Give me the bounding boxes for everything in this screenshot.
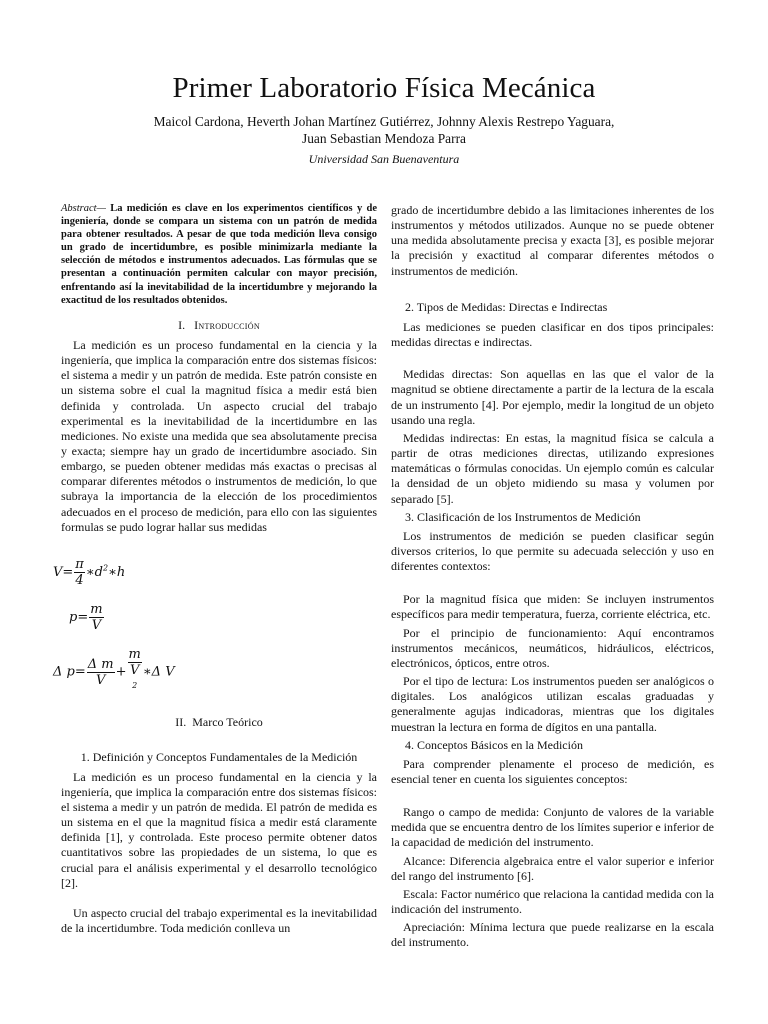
subsection-4-paragraph-2: Rango o campo de medida: Conjunto de valores de la variable medida que se encuentra dentro de los límites superior e inferior de la capacidad de medición del instrumento. <box>391 805 714 850</box>
paper-title: Primer Laboratorio Física Mecánica <box>172 72 596 104</box>
subsection-4-paragraph-5: Apreciación: Mínima lectura que puede realizarse en la escala del instrumento. <box>391 920 714 950</box>
eq3-fraction-1 <box>87 657 115 688</box>
eq3-f2-den-base: V <box>129 662 140 678</box>
intro-paragraph: La medición es un proceso fundamental en la ciencia y la ingeniería, que implica la comparación entre dos sistemas físicos: el sistema a medir y un patrón de medida. Este patrón consiste en un sistema sobre el cual la magnitud física a medir está bien definida y controlada. Un aspecto crucial del trabajo experimental es la inevitabilidad de la incertidumbre en las mediciones. No existe una medida que sea absolutamente precisa y exacta; siempre hay un grado de incertidumbre asociado. Sin embargo, se pueden obtener medidas más exactas o precisas al comparar diferentes métodos o instrumentos de medición, lo que subraya la importancia de la elección de los procedimientos adecuados en el proceso de medición, para ello con las siguientes formulas se pudo lograr hallar sus medidas <box>61 337 377 534</box>
eq3-f2-numerator: m <box>128 646 141 662</box>
left-column <box>53 202 377 936</box>
subsection-2-paragraph-3: Medidas indirectas: En estas, la magnitud física se calcula a partir de otras mediciones directas, utilizando expresiones matemáticas o fórmulas conocidas. Un ejemplo común es calcular la densidad de un objeto midiendo su masa y volumen por separado [5]. <box>391 430 714 506</box>
eq1-term-h: ∗h <box>108 564 126 580</box>
eq3-f1-denominator: V <box>95 672 106 688</box>
subsection-2-paragraph-2: Medidas directas: Son aquellas en las que el valor de la magnitud se obtiene directamente a partir de la lectura de la escala de un instrumento [4]. Por ejemplo, medir la longitud de un objeto usando una regla. <box>391 367 714 427</box>
abstract <box>61 202 377 307</box>
eq2-numerator: m <box>90 601 103 617</box>
eq2-denominator: V <box>91 617 102 633</box>
author-list: Maicol Cardona, Heverth Johan Martínez Gutiérrez, Johnny Alexis Restrepo Yaguara, Juan Sebastian Mendoza Parra <box>153 114 615 146</box>
abstract-label: Abstract— <box>61 203 106 214</box>
eq1-exponent: 2 <box>103 563 109 573</box>
subsection-4-paragraph-1: Para comprender plenamente el proceso de medición, es esencial tener en cuenta los siguientes conceptos: <box>391 756 714 786</box>
section-heading-introduccion <box>61 318 377 333</box>
subsection-3-paragraph-2: Por la magnitud física que miden: Se incluyen instrumentos específicos para medir temperatura, fuerza, corriente eléctrica, etc. <box>391 592 714 622</box>
eq1-lhs: V= <box>53 564 74 580</box>
eq3-plus: + <box>115 664 127 680</box>
subsection-2-heading: 2. Tipos de Medidas: Directas e Indirectas <box>405 299 608 314</box>
eq3-term: ∗Δ V <box>142 664 175 680</box>
subsection-3-paragraph-1: Los instrumentos de medición se pueden clasificar según diversos criterios, lo que permite su adecuada selección y uso en diferentes contextos: <box>391 528 714 574</box>
subsection-3-paragraph-4: Por el tipo de lectura: Los instrumentos pueden ser analógicos o digitales. Los analógicos utilizan escalas graduadas y generalmente agujas indicadoras, mientras que los digitales muestran la lectura en forma de dígitos en una pantalla. <box>391 674 714 734</box>
eq3-f1-numerator: Δ m <box>87 656 114 672</box>
equation-volume <box>53 557 369 588</box>
section-heading-marco-teorico <box>61 715 377 730</box>
eq3-lhs: Δ p= <box>53 664 86 680</box>
eq1-term: ∗d <box>85 564 103 580</box>
subsection-4-paragraph-4: Escala: Factor numérico que relaciona la cantidad medida con la indicación del instrumento. <box>391 886 714 917</box>
eq3-f2-den-exponent: 2 <box>132 680 138 690</box>
equation-density-uncertainty <box>53 647 369 697</box>
section-number: I. <box>178 317 186 332</box>
subsection-1-paragraph-1: La medición es un proceso fundamental en la ciencia y la ingeniería, que implica la comparación entre dos sistemas físicos: el sistema a medir y un patrón de medida. El patrón de medida es un sistema en el que la magnitud física a medir está claramente definida [1], y controlada. Este proceso permite obtener datos cuantitativos sobre las propiedades de un sistema, lo que es crucial para el análisis experimental y el desarrollo tecnológico [2]. <box>61 769 377 890</box>
subsection-4-paragraph-3: Alcance: Diferencia algebraica entre el valor superior e inferior del rango del instrumento [6]. <box>391 853 714 883</box>
subsection-1-paragraph-2-continued: grado de incertidumbre debido a las limitaciones inherentes de los instrumentos y métodos utilizados. Aunque no se puede obtener una medida absolutamente precisa y exacta [3], es posible mejorar la precisión y exactitud al comparar diferentes métodos o instrumentos de medición. <box>391 203 714 278</box>
section-title: Introducción <box>194 317 260 332</box>
subsection-3-heading: 3. Clasificación de los Instrumentos de Medición <box>405 509 641 524</box>
eq2-fraction <box>89 602 103 633</box>
abstract-text: La medición es clave en los experimentos científicos y de ingeniería, donde se compara un sistema con un patrón de medida para obtener resultados. A pesar de que toda medición lleva consigo un grado de incertidumbre, es posible minimizarla mediante la selección de métodos e instrumentos adecuados. Las fórmulas que se presentan a continuación permiten calcular con mayor precisión, enfrentando así la inevitabilidad de la incertidumbre y mejorando la exactitud de los resultados obtenidos. <box>61 203 377 306</box>
eq1-denominator: 4 <box>75 572 84 588</box>
equation-density <box>69 602 385 633</box>
subsection-1-paragraph-2-start: Un aspecto crucial del trabajo experimental es la inevitabilidad de la incertidumbre. Toda medición conlleva un <box>61 905 377 935</box>
eq3-fraction-2 <box>128 647 142 697</box>
subsection-2-paragraph-1: Las mediciones se pueden clasificar en dos tipos principales: medidas directas e indirectas. <box>391 319 714 350</box>
subsection-4-heading: 4. Conceptos Básicos en la Medición <box>405 737 583 752</box>
affiliation: Universidad San Buenaventura <box>308 152 460 166</box>
eq1-fraction <box>74 557 85 588</box>
right-column <box>391 203 714 951</box>
section-title: Marco Teórico <box>192 715 263 730</box>
eq3-f2-denominator <box>128 663 142 697</box>
subsection-3-paragraph-3: Por el principio de funcionamiento: Aquí encontramos instrumentos mecánicos, neumáticos, hidráulicos, eléctricos, electrónicos, ópticos, entre otros. <box>391 625 714 670</box>
eq2-lhs: p= <box>69 609 89 625</box>
section-number: II. <box>175 715 187 730</box>
subsection-1-heading: 1. Definición y Conceptos Fundamentales de la Medición <box>80 750 358 765</box>
eq1-numerator: π <box>75 556 84 572</box>
